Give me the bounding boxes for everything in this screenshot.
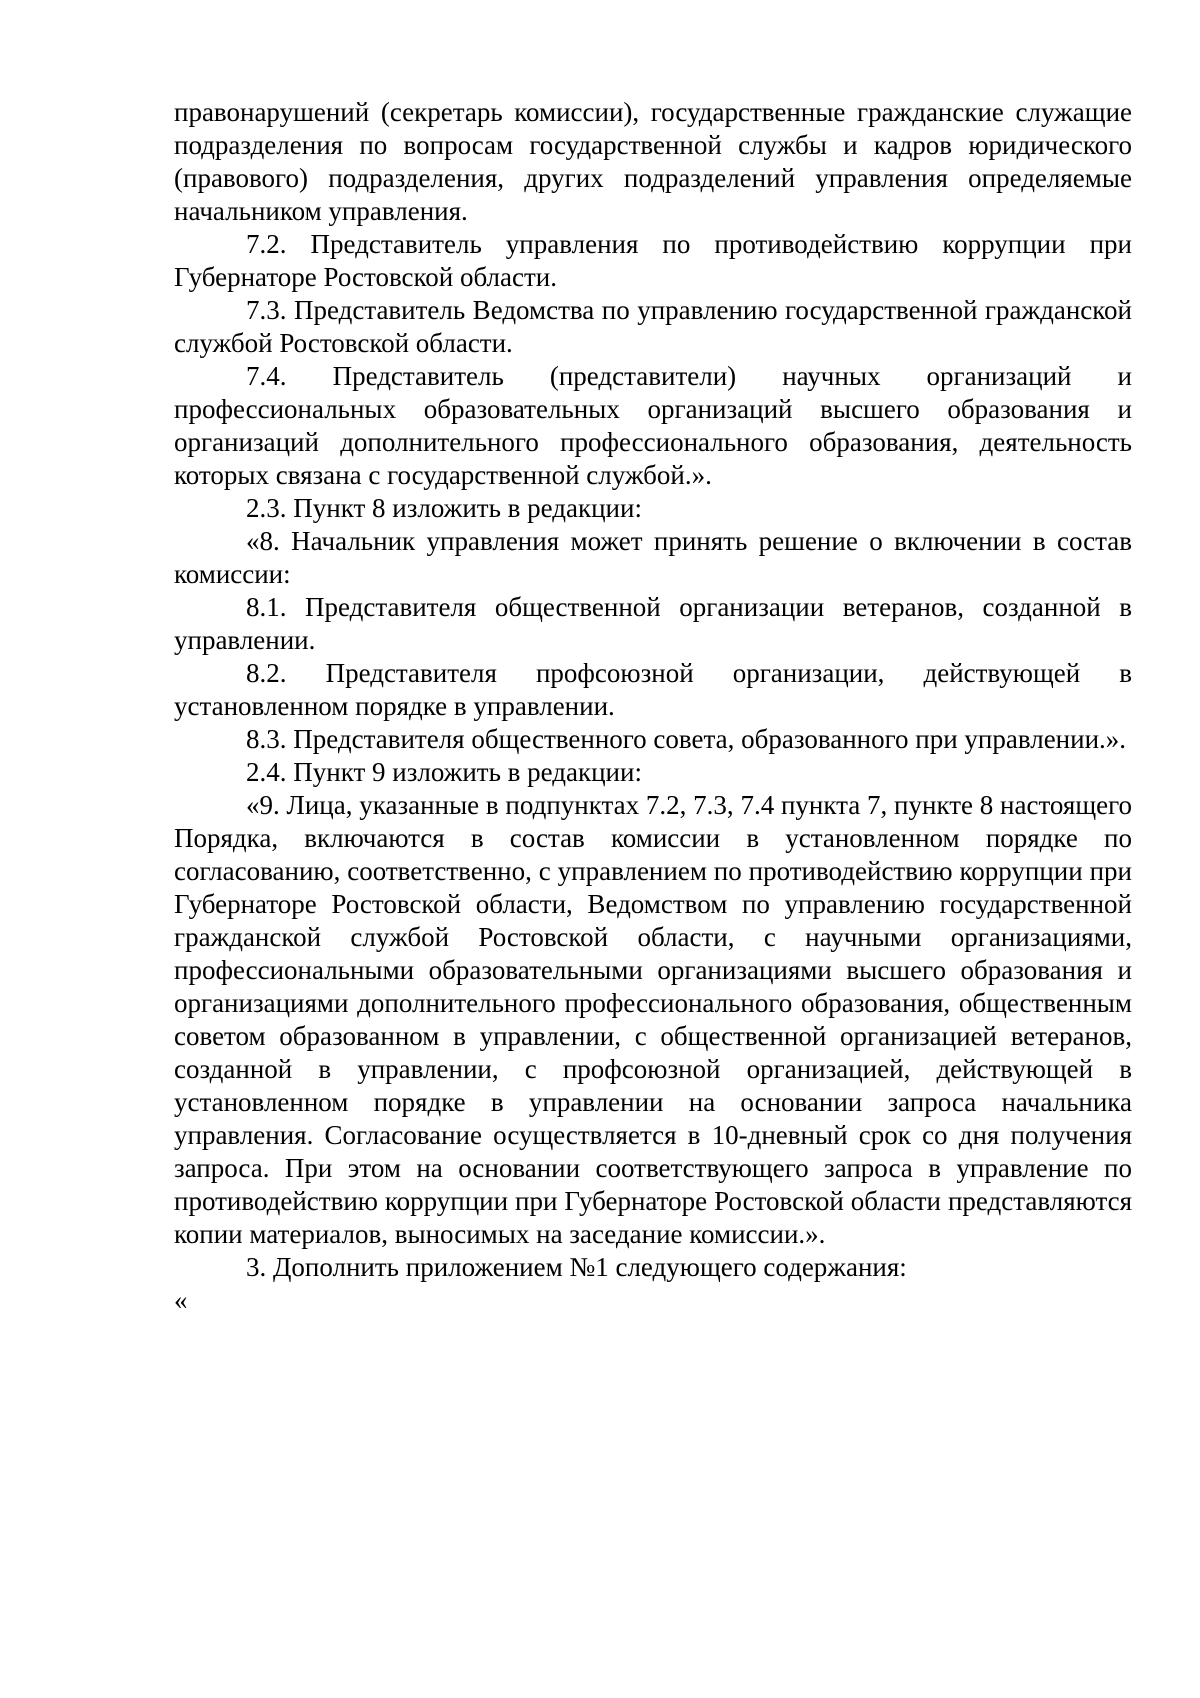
paragraph-3: 3. Дополнить приложением №1 следующего содержания: (246, 1252, 907, 1282)
document-text-body (174, 96, 1132, 1317)
paragraph-2-4: 2.4. Пункт 9 изложить в редакции: (246, 757, 642, 787)
paragraph-9: «9. Лица, указанные в подпунктах 7.2, 7.3, 7.4 пункта 7, пункте 8 настоящего Порядка, включаются в состав комиссии в установленном порядке по согласованию, соответственно, с управлением по противодействию коррупции при Губернаторе Ростовской области, Ведомством по управлению государственной гражданской службой Ростовской области, с научными организациями, профессиональными образовательными организациями высшего образования и организациями дополнительного профессионального образования, общественным советом образованном в управлении, с общественной организацией ветеранов, созданной в управлении, с профсоюзной организацией, действующей в установленном порядке в управлении на основании запроса начальника управления. Согласование осуществляется в 10-дневный срок со дня получения запроса. При этом на основании соответствующего запроса в управление по противодействию коррупции при Губернаторе Ростовской области представляются копии материалов, выносимых на заседание комиссии.». (174, 790, 1132, 1249)
paragraph-7-2: 7.2. Представитель управления по противодействию коррупции при Губернаторе Ростовской области. (174, 229, 1132, 292)
paragraph-2-3: 2.3. Пункт 8 изложить в редакции: (246, 493, 642, 523)
paragraph-continuation: правонарушений (секретарь комиссии), государственные гражданские служащие подразделения по вопросам государственной службы и кадров юридического (правового) подразделения, других подразделений управления определяемые начальником управления. (174, 97, 1132, 226)
paragraph-8-2: 8.2. Представителя профсоюзной организации, действующей в установленном порядке в управлении. (174, 658, 1132, 721)
paragraph-8: «8. Начальник управления может принять решение о включении в состав комиссии: (174, 526, 1132, 589)
paragraph-8-1: 8.1. Представителя общественной организации ветеранов, созданной в управлении. (174, 592, 1132, 655)
paragraph-8-3: 8.3. Представителя общественного совета, образованного при управлении.». (246, 724, 1127, 754)
paragraph-7-4: 7.4. Представитель (представители) научных организаций и профессиональных образовательных организаций высшего образования и организаций дополнительного профессионального образования, деятельность которых связана с государственной службой.». (174, 361, 1132, 490)
opening-quote-mark: « (174, 1285, 188, 1315)
paragraph-7-3: 7.3. Представитель Ведомства по управлению государственной гражданской службой Ростовской области. (174, 295, 1132, 358)
